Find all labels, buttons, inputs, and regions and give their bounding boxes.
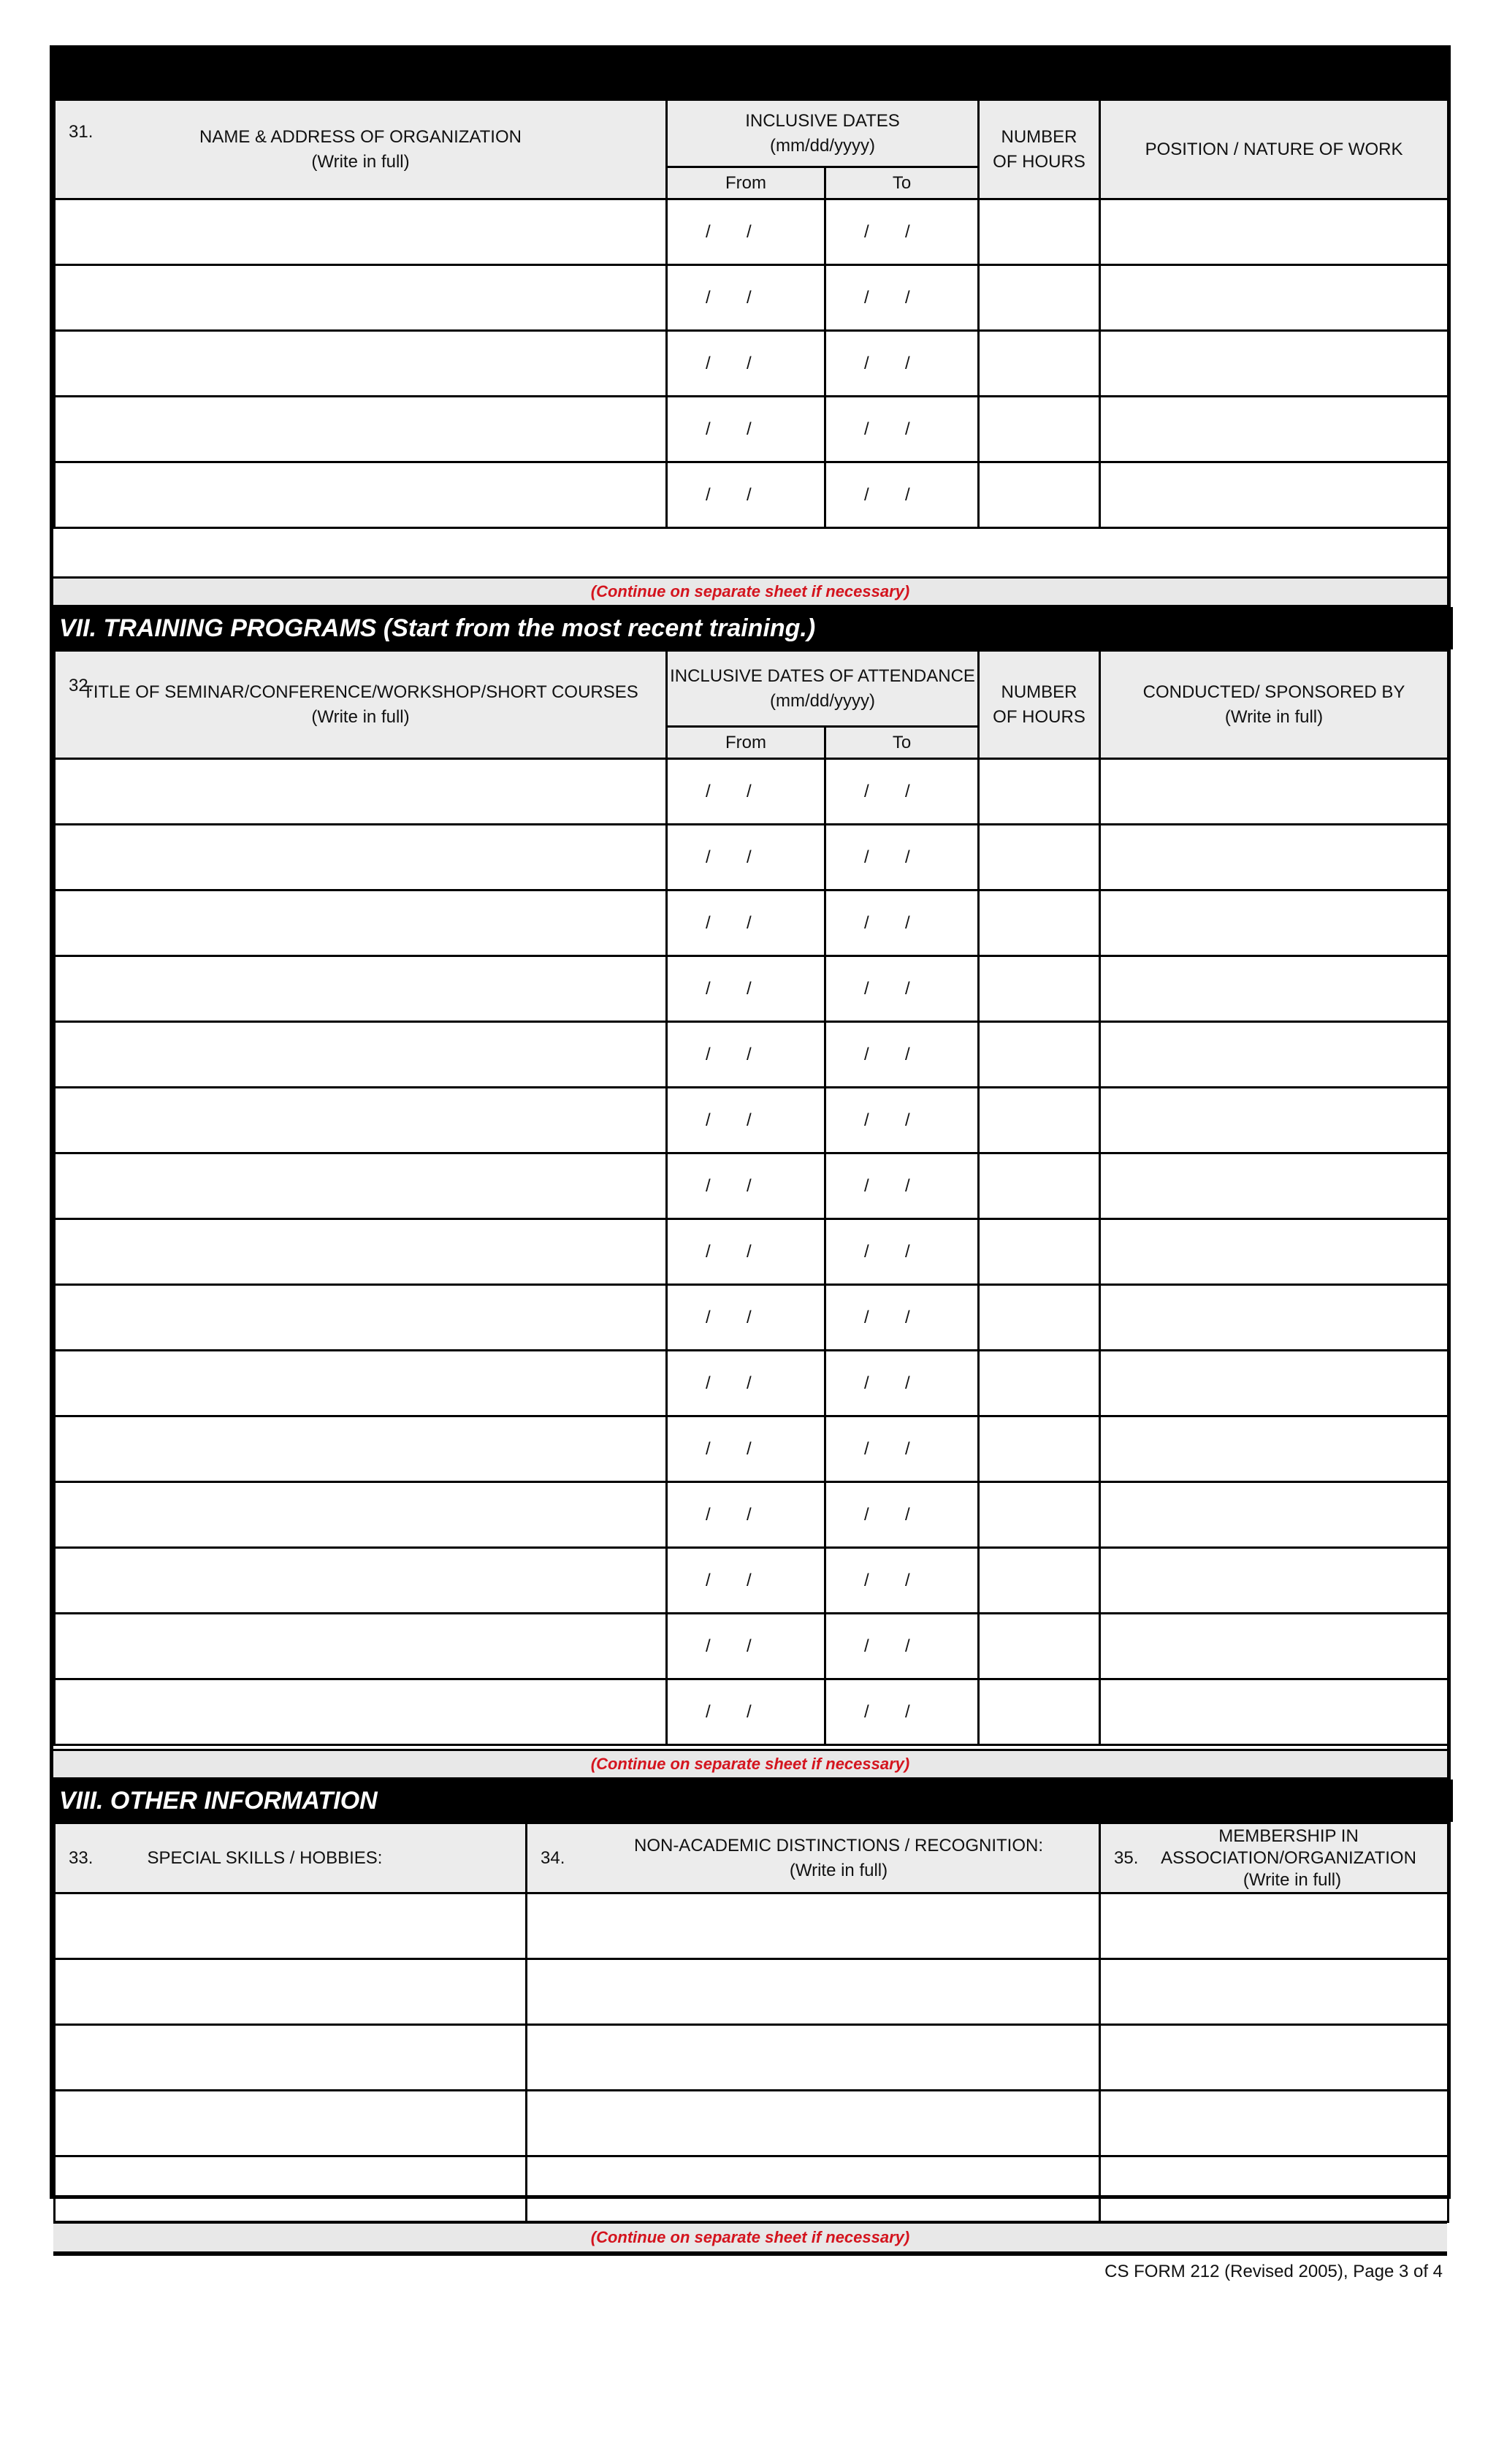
skills-field[interactable] <box>55 1959 527 2025</box>
table-row <box>55 956 1449 1022</box>
section-title-other-info: VIII. OTHER INFORMATION <box>53 1780 1453 1822</box>
detail-field[interactable] <box>1100 265 1449 331</box>
table-row <box>55 890 1449 956</box>
name-field[interactable] <box>55 331 667 397</box>
header-skills <box>55 1823 527 1893</box>
header-attendance-dates <box>667 651 979 727</box>
detail-field[interactable] <box>1100 1285 1449 1351</box>
header-hours <box>979 100 1100 199</box>
date-to-field[interactable] <box>825 1022 979 1088</box>
header-label: SPECIAL SKILLS / HOBBIES: <box>147 1847 383 1868</box>
detail-field[interactable] <box>1100 759 1449 825</box>
detail-field[interactable] <box>1100 1548 1449 1614</box>
date-separator: / <box>864 1504 869 1525</box>
date-separator: / <box>706 1701 711 1722</box>
membership-field[interactable] <box>1100 2025 1449 2091</box>
detail-field[interactable] <box>1100 1219 1449 1285</box>
skills-field[interactable] <box>55 2156 527 2222</box>
hours-field[interactable] <box>979 1088 1100 1153</box>
name-field[interactable] <box>55 1416 667 1482</box>
date-from-field[interactable] <box>667 1285 825 1351</box>
detail-field[interactable] <box>1100 1614 1449 1679</box>
date-from-field[interactable] <box>667 1153 825 1219</box>
date-separator: / <box>905 978 910 999</box>
date-separator: / <box>864 353 869 373</box>
header-label: MEMBERSHIP IN ASSOCIATION/ORGANIZATION <box>1161 1826 1416 1868</box>
table-row <box>55 331 1449 397</box>
date-separator: / <box>706 1175 711 1196</box>
table-row <box>55 1482 1449 1548</box>
detail-field[interactable] <box>1100 1351 1449 1416</box>
date-from-field[interactable] <box>667 1416 825 1482</box>
date-separator: / <box>864 1373 869 1393</box>
date-separator: / <box>706 1241 711 1262</box>
name-field[interactable] <box>55 1351 667 1416</box>
header-organization <box>55 100 667 199</box>
header-label: CONDUCTED/ SPONSORED BY <box>1142 682 1405 702</box>
name-field[interactable] <box>55 199 667 265</box>
detail-field[interactable] <box>1100 1153 1449 1219</box>
date-to-field[interactable] <box>825 1153 979 1219</box>
header-sponsor <box>1100 651 1449 759</box>
table-row <box>55 1088 1449 1153</box>
hours-field[interactable] <box>979 1153 1100 1219</box>
section-title-training: VII. TRAINING PROGRAMS (Start from the most recent training.) <box>53 607 1453 649</box>
header-inclusive-dates <box>667 100 979 167</box>
date-separator: / <box>747 221 752 242</box>
item-number: 33. <box>69 1848 94 1868</box>
date-separator: / <box>706 1636 711 1656</box>
header-sublabel: (mm/dd/yyyy) <box>770 690 875 711</box>
date-separator: / <box>706 912 711 933</box>
distinctions-field[interactable] <box>527 1893 1100 1959</box>
date-separator: / <box>905 1110 910 1130</box>
table-row <box>55 825 1449 890</box>
cs-form-page <box>50 45 1451 2281</box>
date-separator: / <box>706 1570 711 1590</box>
date-separator: / <box>747 1570 752 1590</box>
name-field[interactable] <box>55 397 667 462</box>
header-sublabel: (Write in full) <box>1224 706 1324 727</box>
detail-field[interactable] <box>1100 956 1449 1022</box>
date-separator: / <box>706 1438 711 1459</box>
name-field[interactable] <box>55 1088 667 1153</box>
date-separator: / <box>864 1307 869 1327</box>
date-separator: / <box>706 1110 711 1130</box>
date-separator: / <box>747 1044 752 1064</box>
date-from-field[interactable] <box>667 759 825 825</box>
name-field[interactable] <box>55 1285 667 1351</box>
header-to: To <box>825 727 979 759</box>
date-to-field[interactable] <box>825 1548 979 1614</box>
date-separator: / <box>747 287 752 308</box>
membership-field[interactable] <box>1100 1893 1449 1959</box>
date-separator: / <box>905 1570 910 1590</box>
table-row <box>55 1959 1449 2025</box>
detail-field[interactable] <box>1100 397 1449 462</box>
skills-field[interactable] <box>55 2025 527 2091</box>
other-info-table <box>53 1822 1449 2223</box>
date-separator: / <box>747 1701 752 1722</box>
date-separator: / <box>747 419 752 439</box>
hours-field[interactable] <box>979 1285 1100 1351</box>
name-field[interactable] <box>55 265 667 331</box>
date-separator: / <box>905 912 910 933</box>
date-separator: / <box>864 847 869 867</box>
table-row <box>55 1022 1449 1088</box>
date-to-field[interactable] <box>825 890 979 956</box>
date-separator: / <box>864 1636 869 1656</box>
date-separator: / <box>905 781 910 801</box>
date-from-field[interactable] <box>667 1614 825 1679</box>
header-position <box>1100 100 1449 199</box>
date-to-field[interactable] <box>825 1219 979 1285</box>
date-separator: / <box>747 1241 752 1262</box>
skills-field[interactable] <box>55 1893 527 1959</box>
name-field[interactable] <box>55 1548 667 1614</box>
hours-field[interactable] <box>979 1351 1100 1416</box>
table-row <box>55 1219 1449 1285</box>
header-label: NUMBER OF HOURS <box>993 126 1085 172</box>
detail-field[interactable] <box>1100 331 1449 397</box>
continue-note: (Continue on separate sheet if necessary) <box>53 576 1447 607</box>
date-to-field[interactable] <box>825 462 979 528</box>
date-to-field[interactable] <box>825 1614 979 1679</box>
date-from-field[interactable] <box>667 1679 825 1745</box>
date-separator: / <box>706 484 711 505</box>
date-separator: / <box>706 353 711 373</box>
hours-field[interactable] <box>979 1022 1100 1088</box>
hours-field[interactable] <box>979 1548 1100 1614</box>
date-to-field[interactable] <box>825 825 979 890</box>
date-separator: / <box>905 1701 910 1722</box>
date-separator: / <box>747 1110 752 1130</box>
table-row <box>55 1893 1449 1959</box>
header-title <box>55 651 667 759</box>
date-separator: / <box>864 1570 869 1590</box>
header-label: NON-ACADEMIC DISTINCTIONS / RECOGNITION: <box>633 1835 1043 1855</box>
distinctions-field[interactable] <box>527 1959 1100 2025</box>
date-separator: / <box>864 1044 869 1064</box>
detail-field[interactable] <box>1100 1679 1449 1745</box>
date-separator: / <box>905 1438 910 1459</box>
date-to-field[interactable] <box>825 397 979 462</box>
detail-field[interactable] <box>1100 462 1449 528</box>
date-to-field[interactable] <box>825 1482 979 1548</box>
date-separator: / <box>864 419 869 439</box>
date-separator: / <box>747 1504 752 1525</box>
date-from-field[interactable] <box>667 1548 825 1614</box>
date-separator: / <box>864 978 869 999</box>
name-field[interactable] <box>55 1153 667 1219</box>
date-to-field[interactable] <box>825 1679 979 1745</box>
date-separator: / <box>864 221 869 242</box>
table-row <box>55 2156 1449 2222</box>
hours-field[interactable] <box>979 890 1100 956</box>
date-separator: / <box>864 484 869 505</box>
date-from-field[interactable] <box>667 1022 825 1088</box>
membership-field[interactable] <box>1100 2156 1449 2222</box>
date-separator: / <box>747 1373 752 1393</box>
date-from-field[interactable] <box>667 825 825 890</box>
table-row <box>55 2025 1449 2091</box>
date-separator: / <box>706 1044 711 1064</box>
date-to-field[interactable] <box>825 956 979 1022</box>
date-separator: / <box>706 287 711 308</box>
training-table <box>53 649 1449 1746</box>
header-hours <box>979 651 1100 759</box>
date-separator: / <box>706 781 711 801</box>
item-number: 32. <box>69 676 94 695</box>
hours-field[interactable] <box>979 1614 1100 1679</box>
header-label: INCLUSIVE DATES OF ATTENDANCE <box>670 665 975 686</box>
date-separator: / <box>747 912 752 933</box>
date-separator: / <box>747 353 752 373</box>
distinctions-field[interactable] <box>527 2091 1100 2156</box>
header-sublabel: (Write in full) <box>789 1860 888 1880</box>
date-separator: / <box>706 978 711 999</box>
date-separator: / <box>905 1373 910 1393</box>
header-label: NUMBER OF HOURS <box>993 682 1085 727</box>
date-from-field[interactable] <box>667 1088 825 1153</box>
name-field[interactable] <box>55 1219 667 1285</box>
date-separator: / <box>905 1636 910 1656</box>
hours-field[interactable] <box>979 331 1100 397</box>
date-separator: / <box>864 1701 869 1722</box>
item-number: 35. <box>1114 1848 1139 1868</box>
header-membership <box>1100 1823 1449 1893</box>
header-to: To <box>825 167 979 199</box>
date-separator: / <box>864 912 869 933</box>
date-separator: / <box>864 1241 869 1262</box>
table-row <box>55 1285 1449 1351</box>
detail-field[interactable] <box>1100 1022 1449 1088</box>
detail-field[interactable] <box>1100 825 1449 890</box>
date-from-field[interactable] <box>667 1482 825 1548</box>
date-separator: / <box>747 1307 752 1327</box>
date-from-field[interactable] <box>667 199 825 265</box>
date-to-field[interactable] <box>825 199 979 265</box>
table-row <box>55 759 1449 825</box>
date-from-field[interactable] <box>667 1351 825 1416</box>
date-separator: / <box>905 847 910 867</box>
header-label: POSITION / NATURE OF WORK <box>1145 139 1403 159</box>
skills-field[interactable] <box>55 2091 527 2156</box>
header-label: NAME & ADDRESS OF ORGANIZATION <box>199 126 522 147</box>
name-field[interactable] <box>55 1482 667 1548</box>
date-from-field[interactable] <box>667 265 825 331</box>
section-header-bar <box>53 49 1447 99</box>
name-field[interactable] <box>55 1022 667 1088</box>
header-sublabel: (mm/dd/yyyy) <box>770 135 875 156</box>
header-sublabel: (Write in full) <box>311 706 410 727</box>
table-row <box>55 265 1449 331</box>
detail-field[interactable] <box>1100 1088 1449 1153</box>
date-separator: / <box>905 353 910 373</box>
table-row <box>55 2091 1449 2156</box>
hours-field[interactable] <box>979 1219 1100 1285</box>
date-separator: / <box>905 1241 910 1262</box>
membership-field[interactable] <box>1100 1959 1449 2025</box>
membership-field[interactable] <box>1100 2091 1449 2156</box>
hours-field[interactable] <box>979 265 1100 331</box>
hours-field[interactable] <box>979 1482 1100 1548</box>
date-from-field[interactable] <box>667 956 825 1022</box>
date-to-field[interactable] <box>825 331 979 397</box>
date-separator: / <box>905 1307 910 1327</box>
table-row <box>55 1548 1449 1614</box>
name-field[interactable] <box>55 956 667 1022</box>
table-row <box>55 1153 1449 1219</box>
date-from-field[interactable] <box>667 331 825 397</box>
date-to-field[interactable] <box>825 1416 979 1482</box>
detail-field[interactable] <box>1100 1416 1449 1482</box>
table-row <box>55 462 1449 528</box>
table-row <box>55 1679 1449 1745</box>
date-separator: / <box>747 484 752 505</box>
date-separator: / <box>905 221 910 242</box>
date-separator: / <box>706 221 711 242</box>
item-number: 31. <box>69 122 94 142</box>
name-field[interactable] <box>55 825 667 890</box>
header-from: From <box>667 727 825 759</box>
date-separator: / <box>905 1044 910 1064</box>
date-separator: / <box>905 1175 910 1196</box>
date-separator: / <box>905 1504 910 1525</box>
date-separator: / <box>747 847 752 867</box>
date-separator: / <box>747 1636 752 1656</box>
date-to-field[interactable] <box>825 759 979 825</box>
date-from-field[interactable] <box>667 462 825 528</box>
table-row <box>55 1614 1449 1679</box>
date-separator: / <box>864 287 869 308</box>
header-distinctions <box>527 1823 1100 1893</box>
hours-field[interactable] <box>979 397 1100 462</box>
hours-field[interactable] <box>979 199 1100 265</box>
hours-field[interactable] <box>979 1416 1100 1482</box>
date-to-field[interactable] <box>825 1088 979 1153</box>
hours-field[interactable] <box>979 462 1100 528</box>
hours-field[interactable] <box>979 1679 1100 1745</box>
date-separator: / <box>864 1110 869 1130</box>
date-separator: / <box>864 781 869 801</box>
header-label: INCLUSIVE DATES <box>745 110 900 131</box>
header-label: TITLE OF SEMINAR/CONFERENCE/WORKSHOP/SHORT COURSES <box>83 682 638 702</box>
table-row <box>55 1416 1449 1482</box>
detail-field[interactable] <box>1100 1482 1449 1548</box>
date-separator: / <box>905 419 910 439</box>
date-to-field[interactable] <box>825 1285 979 1351</box>
date-from-field[interactable] <box>667 1219 825 1285</box>
name-field[interactable] <box>55 759 667 825</box>
voluntary-work-table <box>53 99 1449 529</box>
distinctions-field[interactable] <box>527 2025 1100 2091</box>
header-sublabel: (Write in full) <box>311 151 410 172</box>
hours-field[interactable] <box>979 825 1100 890</box>
date-from-field[interactable] <box>667 397 825 462</box>
table-row <box>55 397 1449 462</box>
date-separator: / <box>706 1504 711 1525</box>
continue-note: (Continue on separate sheet if necessary) <box>53 1749 1447 1780</box>
detail-field[interactable] <box>1100 199 1449 265</box>
date-separator: / <box>747 1438 752 1459</box>
date-separator: / <box>706 419 711 439</box>
date-separator: / <box>864 1438 869 1459</box>
date-separator: / <box>706 1373 711 1393</box>
distinctions-field[interactable] <box>527 2156 1100 2222</box>
header-sublabel: (Write in full) <box>1243 1869 1342 1890</box>
date-separator: / <box>905 484 910 505</box>
date-separator: / <box>747 1175 752 1196</box>
header-from: From <box>667 167 825 199</box>
continue-note: (Continue on separate sheet if necessary) <box>53 2221 1447 2254</box>
date-separator: / <box>747 781 752 801</box>
name-field[interactable] <box>55 1679 667 1745</box>
name-field[interactable] <box>55 462 667 528</box>
table-row <box>55 1351 1449 1416</box>
date-to-field[interactable] <box>825 265 979 331</box>
name-field[interactable] <box>55 890 667 956</box>
date-to-field[interactable] <box>825 1351 979 1416</box>
date-separator: / <box>864 1175 869 1196</box>
form-footer: CS FORM 212 (Revised 2005), Page 3 of 4 <box>53 2254 1447 2287</box>
hours-field[interactable] <box>979 759 1100 825</box>
hours-field[interactable] <box>979 956 1100 1022</box>
detail-field[interactable] <box>1100 890 1449 956</box>
date-from-field[interactable] <box>667 890 825 956</box>
date-separator: / <box>905 287 910 308</box>
date-separator: / <box>706 1307 711 1327</box>
item-number: 34. <box>541 1848 565 1868</box>
date-separator: / <box>706 847 711 867</box>
name-field[interactable] <box>55 1614 667 1679</box>
table-row <box>55 199 1449 265</box>
date-separator: / <box>747 978 752 999</box>
